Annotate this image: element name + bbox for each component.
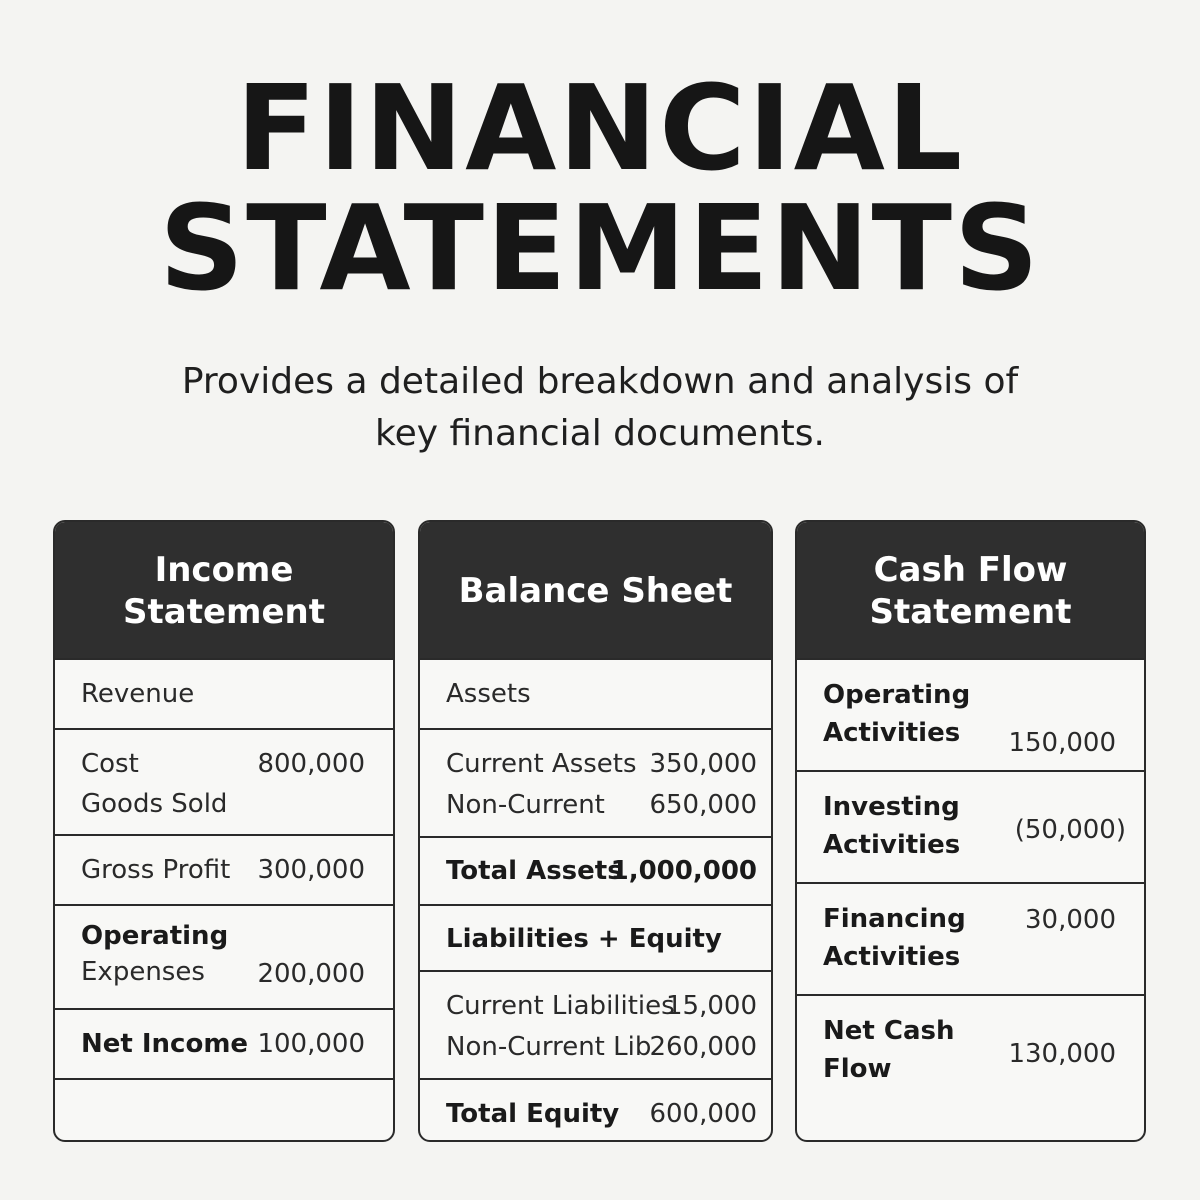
cogs-row: [55, 728, 393, 836]
page-title-line-2: STATEMENTS: [159, 179, 1041, 317]
cash-flow-header: [797, 522, 1144, 660]
opex-label-line-1: Operating: [81, 921, 229, 951]
assets-detail-row: [420, 728, 771, 838]
opex-value: 200,000: [257, 959, 365, 989]
subtitle-line-1: Provides a detailed breakdown and analysis of: [181, 361, 1019, 402]
assets-label: Assets: [446, 679, 531, 709]
opex-label-line-2: Expenses: [81, 957, 205, 987]
revenue-row: [55, 658, 393, 730]
income-header-line-2: Statement: [123, 592, 325, 632]
liab-equity-label: Liabilities + Equity: [446, 924, 722, 954]
opex-row: [55, 904, 393, 1010]
balance-sheet-header: [420, 522, 771, 660]
liab-equity-row: [420, 904, 771, 972]
non-current-value: 650,000: [649, 790, 757, 820]
investing-label-line-1: Investing: [823, 792, 960, 822]
balance-header-text: Balance Sheet: [458, 571, 733, 611]
operating-value: 150,000: [1008, 728, 1116, 758]
liabilities-detail-row: [420, 970, 771, 1080]
current-assets-label: Current Assets: [446, 749, 637, 779]
income-empty-row: [55, 1078, 393, 1142]
gross-profit-row: [55, 834, 393, 906]
investing-value: (50,000): [1014, 815, 1126, 845]
cogs-label-line-1: Cost: [81, 749, 139, 779]
financing-label-line-1: Financing: [823, 904, 966, 934]
net-income-value: 100,000: [257, 1029, 365, 1059]
financing-label-line-2: Activities: [823, 942, 961, 972]
operating-label-line-2: Activities: [823, 718, 961, 748]
cogs-value: 800,000: [257, 749, 365, 779]
total-equity-label: Total Equity: [446, 1099, 620, 1129]
non-current-liab-value: 260,000: [649, 1032, 757, 1062]
current-liab-label: Current Liabilities: [446, 991, 675, 1021]
page-title: [0, 59, 1200, 317]
cash-flow-header-line-1: Cash Flow: [873, 550, 1068, 590]
total-assets-label: Total Assets: [446, 856, 623, 886]
gross-profit-label: Gross Profit: [81, 855, 231, 885]
current-liab-value: 15,000: [666, 991, 757, 1021]
investing-label-line-2: Activities: [823, 830, 961, 860]
cogs-label-line-2: Goods Sold: [81, 789, 228, 819]
balance-sheet-card: [418, 520, 773, 1142]
total-equity-row: [420, 1078, 771, 1142]
cash-flow-card: [795, 520, 1146, 1142]
operating-label-line-1: Operating: [823, 680, 971, 710]
non-current-liab-label: Non-Current Lib: [446, 1032, 652, 1062]
cash-flow-header-line-2: Statement: [869, 592, 1072, 632]
total-assets-value: 1,000,000: [610, 856, 757, 886]
investing-activities-row: [797, 770, 1144, 884]
net-income-row: [55, 1008, 393, 1080]
income-statement-header: [55, 522, 393, 660]
net-income-label: Net Income: [81, 1029, 249, 1059]
assets-row: [420, 658, 771, 730]
income-statement-card: [53, 520, 395, 1142]
page-title-line-1: FINANCIAL: [235, 59, 965, 197]
net-cash-label-line-2: Flow: [823, 1054, 892, 1084]
gross-profit-value: 300,000: [257, 855, 365, 885]
non-current-label: Non-Current: [446, 790, 605, 820]
current-assets-value: 350,000: [649, 749, 757, 779]
page-subtitle: [0, 356, 1200, 460]
revenue-label: Revenue: [81, 679, 195, 709]
financing-activities-row: [797, 882, 1144, 996]
net-cash-flow-row: [797, 994, 1144, 1142]
income-header-line-1: Income: [154, 550, 294, 590]
financing-value: 30,000: [1025, 905, 1116, 935]
total-equity-value: 600,000: [649, 1099, 757, 1129]
subtitle-line-2: key financial documents.: [375, 413, 825, 454]
net-cash-label-line-1: Net Cash: [823, 1016, 955, 1046]
total-assets-row: [420, 836, 771, 906]
operating-activities-row: [797, 658, 1144, 772]
net-cash-value: 130,000: [1008, 1039, 1116, 1069]
